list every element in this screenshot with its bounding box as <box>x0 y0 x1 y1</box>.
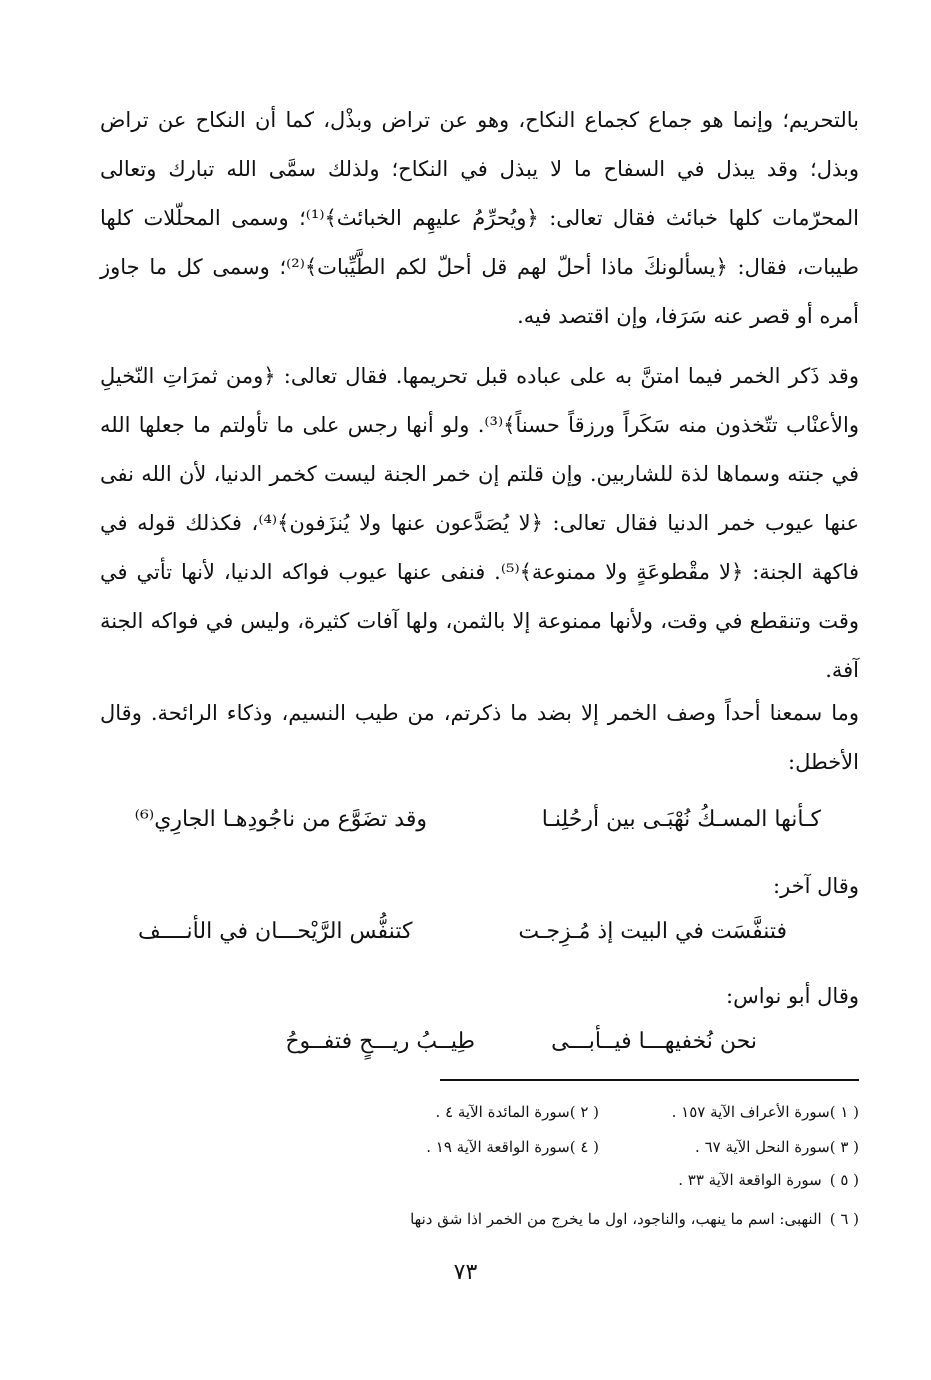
footnote-number: ( ٤ ) <box>569 1138 599 1156</box>
page-number: ٧٣ <box>453 1260 478 1285</box>
footnote-4 <box>426 1135 599 1159</box>
paragraph-2: وقد ذَكر الخمر فيما امتنَّ به على عباده قبل تحريمها. فقال تعالى: ﴿ومن ثمرَاتِ النّخيلِ والأعنْاب تتّخذون منه سَكَراً ورزقاً حسناً﴾⁽³⁾. ولو أنها رجس على ما تأولتم ما جعلها الله في جنته وسماها لذة للشاربين. وإن قلتم إن خمر الجنة ليست كخمر الدنيا، لأن الله نفى عنها عيوب خمر الدنيا فقال تعالى: ﴿لا يُصَدَّعون عنها ولا يُنزَفون﴾⁽⁴⁾، فكذلك قوله في فاكهة الجنة: ﴿لا مقْطوعَةٍ ولا ممنوعة﴾⁽⁵⁾. فنفى عنها عيوب فواكه الدنيا، لأنها تأتي في وقت وتنقطع في وقت، ولأنها ممنوعة إلا بالثمن، ولها آفات كثيرة، وليس في فواكه الجنة آفة. <box>100 364 859 682</box>
footnote-6 <box>410 1207 859 1231</box>
footnote-separator <box>440 1079 859 1081</box>
footnote-number: ( ٢ ) <box>569 1103 599 1121</box>
verse-second-hemistich: وقد تضَوَّع من ناجُودِهـا الجارِي⁽⁶⁾ <box>134 807 427 832</box>
verse-first-hemistich: نحن نُخفيهـــا فيــأبـــى <box>551 1029 757 1054</box>
footnote-3 <box>695 1135 859 1159</box>
footnote-text: سورة النحل الآية ٦٧ . <box>695 1138 830 1156</box>
footnote-number: ( ٦ ) <box>829 1210 859 1228</box>
verse-intro-another: وقال آخر: <box>773 874 859 898</box>
footnote-text: سورة المائدة الآية ٤ . <box>435 1103 570 1121</box>
footnote-1 <box>672 1100 859 1124</box>
paragraph-3: وما سمعنا أحداً وصف الخمر إلا بضد ما ذكرتم، من طيب النسيم، وذكاء الرائحة. وقال الأخطل: <box>100 701 859 774</box>
verse-second-hemistich: طِيــبُ ريـــحٍ فتفــوحُ <box>285 1029 475 1054</box>
footnote-text: سورة الأعراف الآية ١٥٧ . <box>671 1103 830 1121</box>
paragraph-1: بالتحريم؛ وإنما هو جماع كجماع النكاح، وهو عن تراض وبذْل، كما أن النكاح عن تراض وبذل؛ وقد يبذل في السفاح ما لا يبذل في النكاح؛ ولذلك سمَّى الله تبارك وتعالى المحرّمات كلها خبائث فقال تعالى: ﴿ويُحرِّمُ عليهِم الخبائث﴾⁽¹⁾؛ وسمى المحلّلات كلها طيبات، فقال: ﴿يسألونكَ ماذا أحلّ لهم قل أحلّ لكم الطَّيِّبات﴾⁽²⁾؛ وسمى كل ما جاوز أمره أو قصر عنه سَرَفا، وإن اقتصد فيه. <box>100 108 859 328</box>
footnote-number: ( ٥ ) <box>829 1171 859 1189</box>
footnote-text: سورة الواقعة الآية ١٩ . <box>426 1138 570 1156</box>
footnote-number: ( ٣ ) <box>829 1138 859 1156</box>
verse-first-hemistich: فتنفَّسَت في البيت إذ مُـزِجـت <box>518 919 787 944</box>
footnote-2 <box>436 1100 599 1124</box>
verse-second-hemistich: كتنفُّس الرَّيْحـــان في الأنــــف <box>138 919 413 944</box>
footnote-text: النهبى: اسم ما ينهب، والناجود، اول ما يخرج من الخمر اذا شق دنها <box>410 1210 822 1228</box>
footnote-5 <box>678 1168 859 1192</box>
footnote-text: سورة الواقعة الآية ٣٣ . <box>678 1171 822 1189</box>
footnote-number: ( ١ ) <box>829 1103 859 1121</box>
verse-first-hemistich: كـأنها المسـكُ نُهْبَـى بين أرحُلِنـا <box>541 807 821 832</box>
verse-intro-abu-nuwas: وقال أبو نواس: <box>726 984 859 1008</box>
